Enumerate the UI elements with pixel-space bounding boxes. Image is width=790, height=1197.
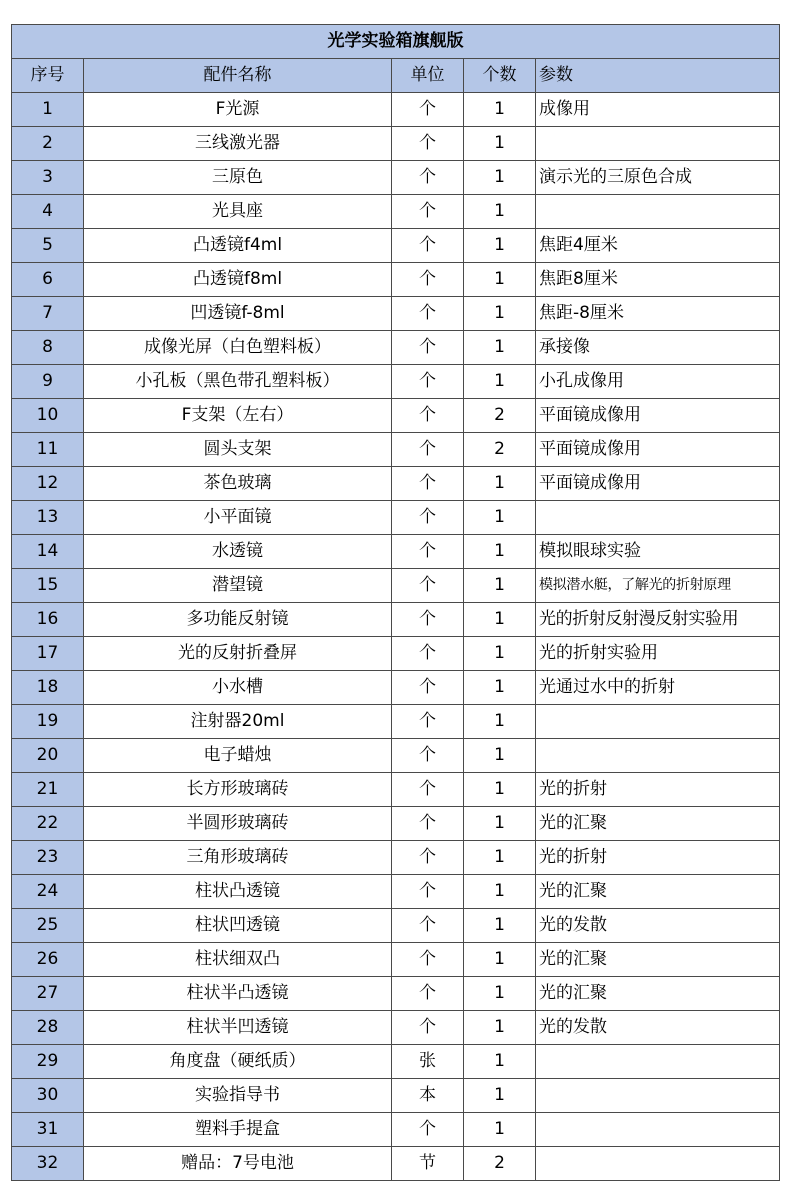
table-row bbox=[12, 875, 780, 909]
table-row bbox=[12, 331, 780, 365]
row-name-cell: 多功能反射镜 bbox=[84, 603, 392, 637]
row-unit-cell: 个 bbox=[392, 501, 464, 535]
row-unit-cell: 个 bbox=[392, 263, 464, 297]
row-seq-cell: 5 bbox=[12, 229, 84, 263]
row-count-cell: 1 bbox=[464, 977, 536, 1011]
row-name-cell: 注射器20ml bbox=[84, 705, 392, 739]
table-row bbox=[12, 365, 780, 399]
row-param-cell: 演示光的三原色合成 bbox=[536, 161, 780, 195]
row-seq-cell: 16 bbox=[12, 603, 84, 637]
row-unit-cell: 个 bbox=[392, 331, 464, 365]
row-seq-cell: 21 bbox=[12, 773, 84, 807]
row-name-cell: 圆头支架 bbox=[84, 433, 392, 467]
row-name-cell: 水透镜 bbox=[84, 535, 392, 569]
row-seq-cell: 9 bbox=[12, 365, 84, 399]
row-param-cell bbox=[536, 705, 780, 739]
row-seq-cell: 7 bbox=[12, 297, 84, 331]
row-unit-cell: 个 bbox=[392, 161, 464, 195]
row-param-cell: 焦距4厘米 bbox=[536, 229, 780, 263]
row-seq-cell: 20 bbox=[12, 739, 84, 773]
row-param-cell: 承接像 bbox=[536, 331, 780, 365]
row-count-cell: 1 bbox=[464, 603, 536, 637]
row-seq-cell: 32 bbox=[12, 1147, 84, 1181]
row-count-cell: 1 bbox=[464, 569, 536, 603]
table-row bbox=[12, 467, 780, 501]
row-count-cell: 1 bbox=[464, 127, 536, 161]
table-row bbox=[12, 1045, 780, 1079]
row-unit-cell: 本 bbox=[392, 1079, 464, 1113]
row-name-cell: 赠品：7号电池 bbox=[84, 1147, 392, 1181]
row-param-cell: 光的汇聚 bbox=[536, 875, 780, 909]
row-seq-cell: 28 bbox=[12, 1011, 84, 1045]
row-param-cell: 光的汇聚 bbox=[536, 943, 780, 977]
header-seq: 序号 bbox=[12, 59, 84, 93]
row-count-cell: 1 bbox=[464, 365, 536, 399]
row-param-cell: 光的折射 bbox=[536, 773, 780, 807]
table-title: 光学实验箱旗舰版 bbox=[12, 25, 780, 59]
row-seq-cell: 15 bbox=[12, 569, 84, 603]
row-name-cell: 茶色玻璃 bbox=[84, 467, 392, 501]
row-name-cell: 长方形玻璃砖 bbox=[84, 773, 392, 807]
row-unit-cell: 个 bbox=[392, 535, 464, 569]
row-unit-cell: 个 bbox=[392, 229, 464, 263]
table-row bbox=[12, 1079, 780, 1113]
row-name-cell: 三角形玻璃砖 bbox=[84, 841, 392, 875]
table-row bbox=[12, 909, 780, 943]
row-seq-cell: 19 bbox=[12, 705, 84, 739]
row-count-cell: 2 bbox=[464, 433, 536, 467]
row-name-cell: 潜望镜 bbox=[84, 569, 392, 603]
row-name-cell: 凸透镜f8ml bbox=[84, 263, 392, 297]
row-count-cell: 1 bbox=[464, 535, 536, 569]
row-seq-cell: 17 bbox=[12, 637, 84, 671]
row-count-cell: 1 bbox=[464, 161, 536, 195]
row-count-cell: 1 bbox=[464, 1113, 536, 1147]
row-name-cell: 凸透镜f4ml bbox=[84, 229, 392, 263]
table-row bbox=[12, 1011, 780, 1045]
table-row bbox=[12, 399, 780, 433]
row-name-cell: 柱状细双凸 bbox=[84, 943, 392, 977]
row-count-cell: 1 bbox=[464, 807, 536, 841]
row-unit-cell: 个 bbox=[392, 841, 464, 875]
header-param: 参数 bbox=[536, 59, 780, 93]
row-param-cell: 光的发散 bbox=[536, 1011, 780, 1045]
row-name-cell: F光源 bbox=[84, 93, 392, 127]
row-unit-cell: 个 bbox=[392, 1113, 464, 1147]
row-unit-cell: 个 bbox=[392, 569, 464, 603]
row-param-cell: 成像用 bbox=[536, 93, 780, 127]
row-count-cell: 1 bbox=[464, 229, 536, 263]
row-seq-cell: 3 bbox=[12, 161, 84, 195]
row-seq-cell: 11 bbox=[12, 433, 84, 467]
row-param-cell: 光通过水中的折射 bbox=[536, 671, 780, 705]
table-row bbox=[12, 739, 780, 773]
table-row bbox=[12, 841, 780, 875]
row-count-cell: 1 bbox=[464, 705, 536, 739]
row-count-cell: 1 bbox=[464, 467, 536, 501]
row-count-cell: 1 bbox=[464, 195, 536, 229]
table-row bbox=[12, 297, 780, 331]
row-unit-cell: 个 bbox=[392, 909, 464, 943]
row-param-cell bbox=[536, 1147, 780, 1181]
table-row bbox=[12, 671, 780, 705]
row-seq-cell: 30 bbox=[12, 1079, 84, 1113]
title-row bbox=[12, 25, 780, 59]
row-name-cell: 小水槽 bbox=[84, 671, 392, 705]
row-seq-cell: 22 bbox=[12, 807, 84, 841]
table-row bbox=[12, 1113, 780, 1147]
row-count-cell: 1 bbox=[464, 943, 536, 977]
row-seq-cell: 6 bbox=[12, 263, 84, 297]
row-count-cell: 1 bbox=[464, 263, 536, 297]
row-unit-cell: 个 bbox=[392, 365, 464, 399]
row-seq-cell: 2 bbox=[12, 127, 84, 161]
row-count-cell: 1 bbox=[464, 637, 536, 671]
row-seq-cell: 4 bbox=[12, 195, 84, 229]
row-seq-cell: 18 bbox=[12, 671, 84, 705]
row-param-cell bbox=[536, 739, 780, 773]
row-name-cell: 半圆形玻璃砖 bbox=[84, 807, 392, 841]
table-row bbox=[12, 263, 780, 297]
table-row bbox=[12, 943, 780, 977]
row-param-cell: 光的折射实验用 bbox=[536, 637, 780, 671]
row-param-cell bbox=[536, 1113, 780, 1147]
row-name-cell: 光的反射折叠屏 bbox=[84, 637, 392, 671]
row-unit-cell: 个 bbox=[392, 943, 464, 977]
row-name-cell: 柱状凹透镜 bbox=[84, 909, 392, 943]
row-seq-cell: 10 bbox=[12, 399, 84, 433]
header-unit: 单位 bbox=[392, 59, 464, 93]
row-seq-cell: 1 bbox=[12, 93, 84, 127]
row-unit-cell: 个 bbox=[392, 93, 464, 127]
row-name-cell: 角度盘（硬纸质） bbox=[84, 1045, 392, 1079]
table-row bbox=[12, 127, 780, 161]
row-param-cell: 光的折射 bbox=[536, 841, 780, 875]
row-unit-cell: 个 bbox=[392, 195, 464, 229]
row-param-cell: 平面镜成像用 bbox=[536, 399, 780, 433]
row-seq-cell: 14 bbox=[12, 535, 84, 569]
row-count-cell: 1 bbox=[464, 1011, 536, 1045]
row-count-cell: 1 bbox=[464, 841, 536, 875]
row-count-cell: 1 bbox=[464, 739, 536, 773]
row-name-cell: 光具座 bbox=[84, 195, 392, 229]
row-seq-cell: 26 bbox=[12, 943, 84, 977]
row-param-cell bbox=[536, 1045, 780, 1079]
table-row bbox=[12, 161, 780, 195]
table-row bbox=[12, 569, 780, 603]
row-param-cell: 焦距8厘米 bbox=[536, 263, 780, 297]
row-param-cell: 焦距-8厘米 bbox=[536, 297, 780, 331]
table-row bbox=[12, 229, 780, 263]
row-param-cell: 模拟潜水艇，了解光的折射原理 bbox=[536, 569, 780, 603]
row-count-cell: 2 bbox=[464, 399, 536, 433]
row-unit-cell: 个 bbox=[392, 705, 464, 739]
row-unit-cell: 个 bbox=[392, 467, 464, 501]
table-row bbox=[12, 535, 780, 569]
row-unit-cell: 个 bbox=[392, 127, 464, 161]
header-row bbox=[12, 59, 780, 93]
row-name-cell: 柱状半凸透镜 bbox=[84, 977, 392, 1011]
row-seq-cell: 29 bbox=[12, 1045, 84, 1079]
row-count-cell: 1 bbox=[464, 331, 536, 365]
row-count-cell: 1 bbox=[464, 297, 536, 331]
row-param-cell: 光的折射反射漫反射实验用 bbox=[536, 603, 780, 637]
row-name-cell: 电子蜡烛 bbox=[84, 739, 392, 773]
row-name-cell: 实验指导书 bbox=[84, 1079, 392, 1113]
row-seq-cell: 13 bbox=[12, 501, 84, 535]
row-unit-cell: 个 bbox=[392, 297, 464, 331]
row-unit-cell: 个 bbox=[392, 875, 464, 909]
table-row bbox=[12, 603, 780, 637]
table-row bbox=[12, 93, 780, 127]
row-unit-cell: 张 bbox=[392, 1045, 464, 1079]
row-count-cell: 1 bbox=[464, 773, 536, 807]
row-param-cell bbox=[536, 195, 780, 229]
row-name-cell: 小平面镜 bbox=[84, 501, 392, 535]
row-unit-cell: 个 bbox=[392, 399, 464, 433]
table-row bbox=[12, 705, 780, 739]
row-param-cell: 光的发散 bbox=[536, 909, 780, 943]
row-unit-cell: 节 bbox=[392, 1147, 464, 1181]
table-row bbox=[12, 637, 780, 671]
row-param-cell: 光的汇聚 bbox=[536, 977, 780, 1011]
row-param-cell bbox=[536, 501, 780, 535]
row-unit-cell: 个 bbox=[392, 637, 464, 671]
row-count-cell: 2 bbox=[464, 1147, 536, 1181]
table-row bbox=[12, 1147, 780, 1181]
row-name-cell: 成像光屏（白色塑料板） bbox=[84, 331, 392, 365]
row-count-cell: 1 bbox=[464, 875, 536, 909]
row-unit-cell: 个 bbox=[392, 773, 464, 807]
row-unit-cell: 个 bbox=[392, 603, 464, 637]
parts-table-body bbox=[12, 25, 780, 1181]
row-name-cell: 三原色 bbox=[84, 161, 392, 195]
row-unit-cell: 个 bbox=[392, 433, 464, 467]
row-count-cell: 1 bbox=[464, 671, 536, 705]
table-row bbox=[12, 773, 780, 807]
row-param-cell bbox=[536, 1079, 780, 1113]
row-param-cell: 平面镜成像用 bbox=[536, 433, 780, 467]
table-row bbox=[12, 977, 780, 1011]
row-param-cell: 光的汇聚 bbox=[536, 807, 780, 841]
row-seq-cell: 25 bbox=[12, 909, 84, 943]
row-count-cell: 1 bbox=[464, 1079, 536, 1113]
row-seq-cell: 23 bbox=[12, 841, 84, 875]
row-count-cell: 1 bbox=[464, 501, 536, 535]
row-seq-cell: 8 bbox=[12, 331, 84, 365]
row-param-cell: 小孔成像用 bbox=[536, 365, 780, 399]
header-name: 配件名称 bbox=[84, 59, 392, 93]
row-count-cell: 1 bbox=[464, 1045, 536, 1079]
row-unit-cell: 个 bbox=[392, 739, 464, 773]
table-row bbox=[12, 807, 780, 841]
row-name-cell: 塑料手提盒 bbox=[84, 1113, 392, 1147]
table-row bbox=[12, 501, 780, 535]
row-name-cell: F支架（左右） bbox=[84, 399, 392, 433]
row-name-cell: 柱状凸透镜 bbox=[84, 875, 392, 909]
row-seq-cell: 24 bbox=[12, 875, 84, 909]
table-row bbox=[12, 433, 780, 467]
row-name-cell: 三线激光器 bbox=[84, 127, 392, 161]
row-param-cell: 平面镜成像用 bbox=[536, 467, 780, 501]
row-unit-cell: 个 bbox=[392, 1011, 464, 1045]
row-param-cell bbox=[536, 127, 780, 161]
row-param-cell: 模拟眼球实验 bbox=[536, 535, 780, 569]
row-name-cell: 柱状半凹透镜 bbox=[84, 1011, 392, 1045]
row-unit-cell: 个 bbox=[392, 807, 464, 841]
row-seq-cell: 12 bbox=[12, 467, 84, 501]
row-name-cell: 凹透镜f-8ml bbox=[84, 297, 392, 331]
row-unit-cell: 个 bbox=[392, 977, 464, 1011]
row-seq-cell: 31 bbox=[12, 1113, 84, 1147]
parts-table bbox=[11, 24, 780, 1181]
row-name-cell: 小孔板（黑色带孔塑料板） bbox=[84, 365, 392, 399]
row-count-cell: 1 bbox=[464, 93, 536, 127]
row-seq-cell: 27 bbox=[12, 977, 84, 1011]
row-count-cell: 1 bbox=[464, 909, 536, 943]
header-count: 个数 bbox=[464, 59, 536, 93]
table-row bbox=[12, 195, 780, 229]
row-unit-cell: 个 bbox=[392, 671, 464, 705]
